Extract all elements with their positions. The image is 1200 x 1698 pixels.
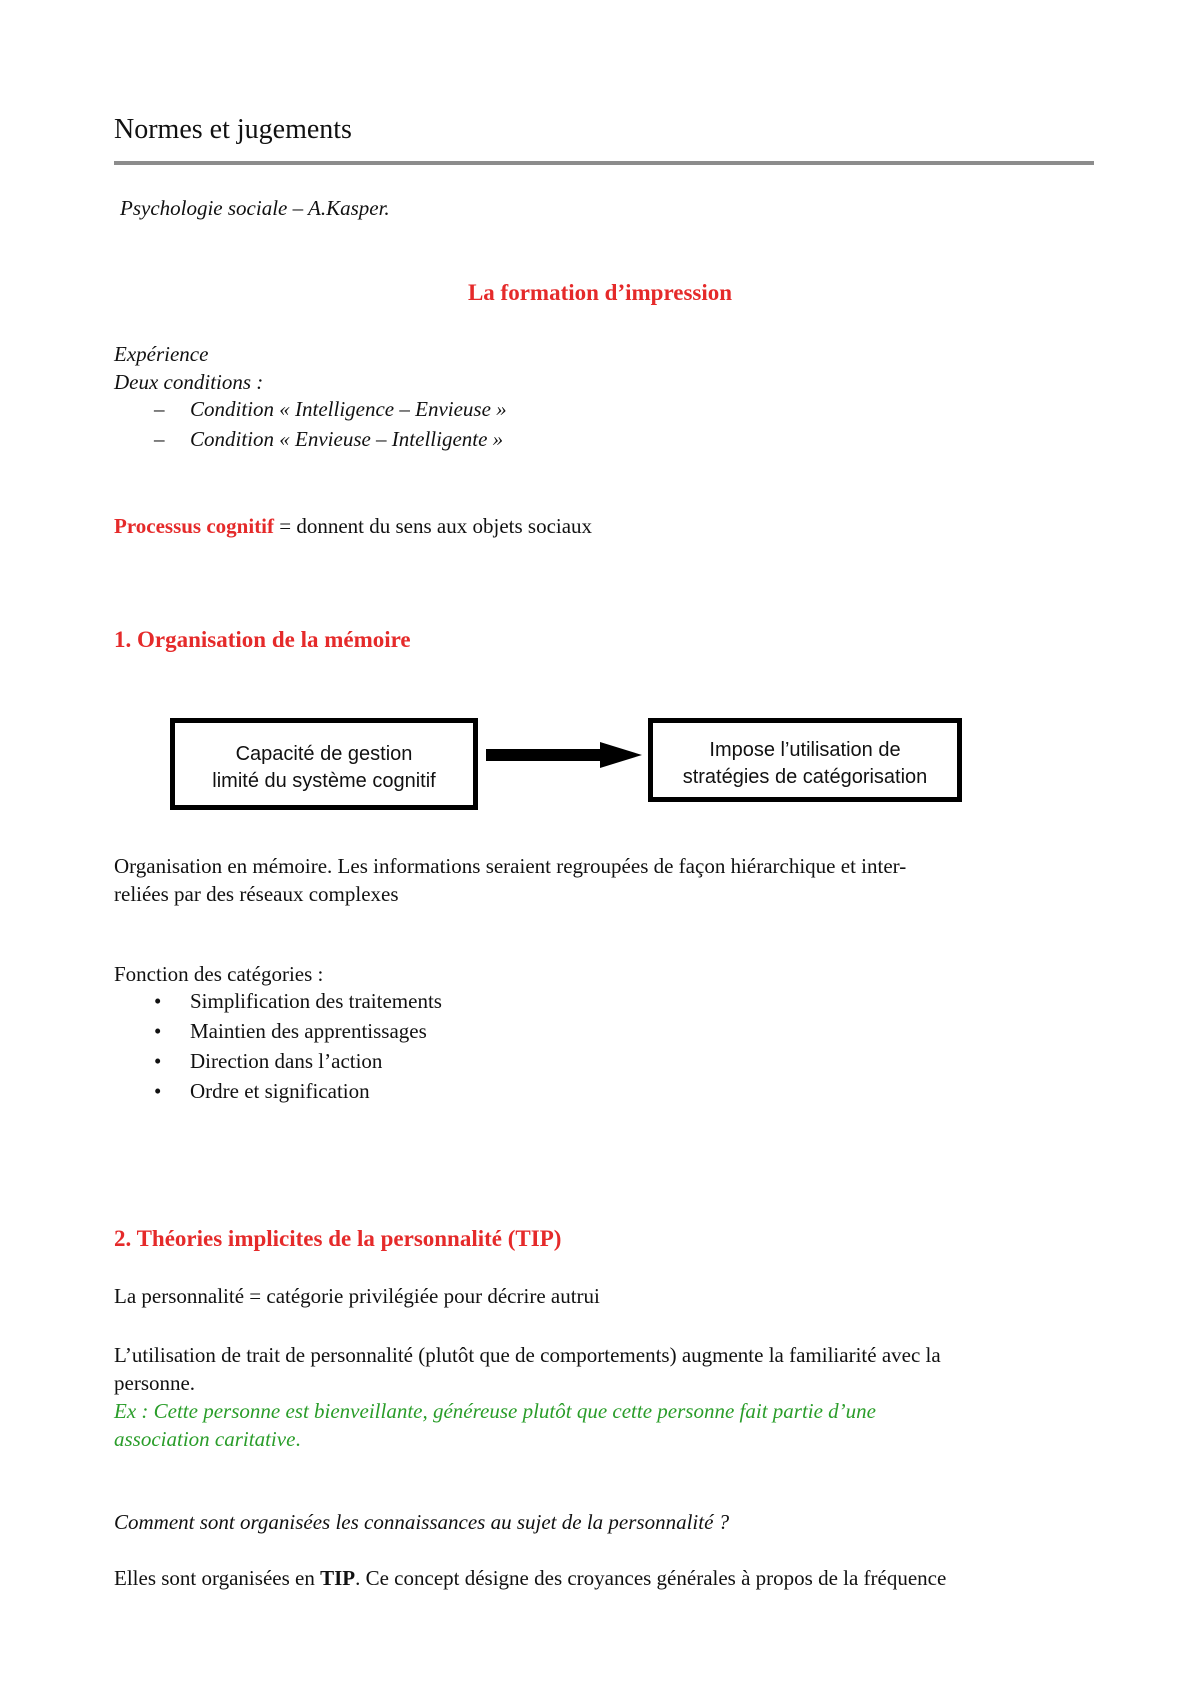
function-1: Simplification des traitements — [190, 989, 442, 1013]
dash-marker: – — [154, 397, 165, 421]
personality-definition: La personnalité = catégorie privilégiée pour décrire autrui — [114, 1284, 600, 1308]
document-header: Normes et jugements — [114, 114, 352, 145]
experience-label: Expérience — [114, 342, 209, 366]
diagram-box-strategies-line2: stratégies de catégorisation — [682, 766, 928, 788]
arrow-right-icon — [486, 740, 646, 770]
page-title: La formation d’impression — [467, 280, 733, 305]
diagram-box-strategies-line1: Impose l’utilisation de — [709, 739, 901, 761]
function-3: Direction dans l’action — [190, 1049, 383, 1073]
diagram-box-strategies — [648, 718, 962, 802]
trait-paragraph-line2: personne. — [114, 1371, 196, 1395]
function-2: Maintien des apprentissages — [190, 1019, 427, 1043]
memory-paragraph-line1: Organisation en mémoire. Les informations seraient regroupées de façon hiérarchique et inter- — [114, 854, 907, 878]
cognitive-term: Processus cognitif — [114, 514, 275, 538]
bullet-marker: • — [154, 1079, 162, 1103]
condition-2: Condition « Envieuse – Intelligente » — [190, 427, 504, 451]
tip-answer-prefix: Elles sont organisées en — [114, 1566, 321, 1590]
function-4: Ordre et signification — [190, 1079, 370, 1103]
diagram-box-capacity — [170, 718, 478, 810]
bullet-marker: • — [154, 989, 162, 1013]
example-line2-text: association caritative — [114, 1427, 296, 1451]
section-1-heading: 1. Organisation de la mémoire — [114, 627, 411, 652]
bullet-marker: • — [154, 1019, 162, 1043]
trait-paragraph-line1: L’utilisation de trait de personnalité (plutôt que de comportements) augmente la familiarité avec la — [114, 1343, 941, 1367]
question: Comment sont organisées les connaissances au sujet de la personnalité ? — [114, 1510, 730, 1534]
conditions-label: Deux conditions : — [114, 370, 264, 394]
example-line1: Ex : Cette personne est bienveillante, généreuse plutôt que cette personne fait partie d’une — [114, 1399, 876, 1423]
memory-paragraph — [114, 852, 906, 908]
diagram-box-capacity-line2: limité du système cognitif — [212, 770, 436, 792]
tip-answer-suffix: . Ce concept désigne des croyances générales à propos de la fréquence — [355, 1566, 947, 1590]
tip-term: TIP — [320, 1566, 356, 1590]
dash-marker: – — [154, 427, 165, 451]
subtitle: Psychologie sociale – A.Kasper. — [120, 196, 390, 220]
section-2-heading: 2. Théories implicites de la personnalité (TIP) — [114, 1226, 562, 1251]
diagram-box-capacity-line1: Capacité de gestion — [235, 743, 413, 765]
example-line2 — [114, 1425, 941, 1453]
condition-1: Condition « Intelligence – Envieuse » — [190, 397, 507, 421]
header-rule — [114, 161, 1094, 165]
cognitive-definition — [114, 514, 592, 539]
tip-answer — [114, 1566, 946, 1591]
bullet-marker: • — [154, 1049, 162, 1073]
functions-label: Fonction des catégories : — [114, 962, 324, 986]
cognitive-definition-text: = donnent du sens aux objets sociaux — [274, 514, 593, 538]
memory-paragraph-line2: reliées par des réseaux complexes — [114, 882, 399, 906]
trait-paragraph — [114, 1341, 941, 1453]
example-period: . — [295, 1427, 301, 1451]
